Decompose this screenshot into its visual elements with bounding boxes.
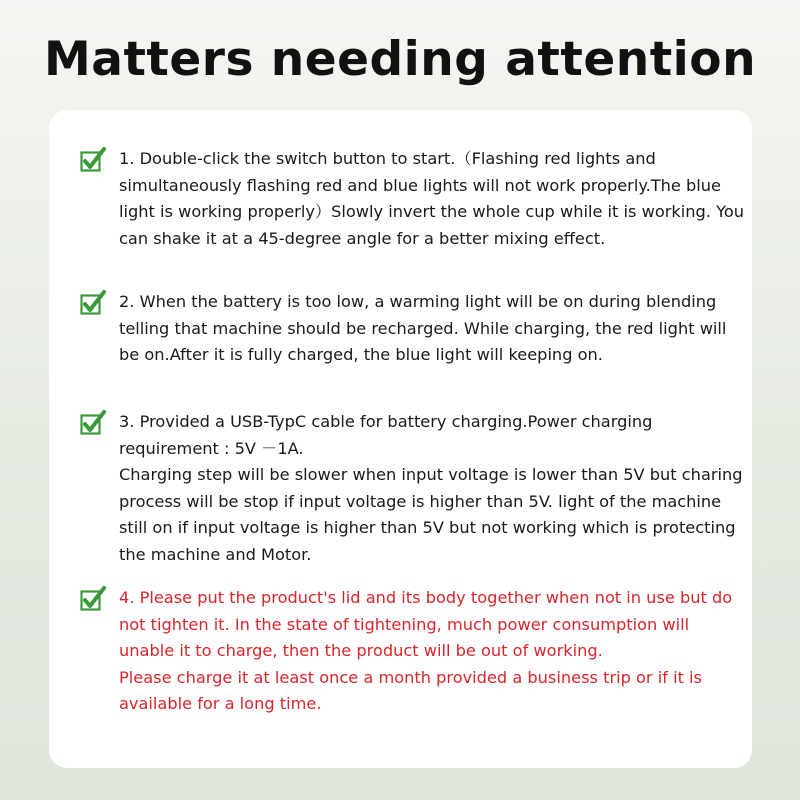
item-paragraph: Charging step will be slower when input voltage is lower than 5V but charing process will be stop if input voltage is higher than 5V. light of the machine still on if input voltage is higher than 5V but not working which is protecting the machine and Motor. bbox=[119, 465, 743, 564]
checkbox-checked-icon bbox=[79, 585, 107, 613]
item-paragraph: 2. When the battery is too low, a warming light will be on during blending telling that machine should be recharged. While charging, the red light will be on.After it is fully charged, the blue light will keeping on. bbox=[119, 292, 727, 364]
item-paragraph: 1. Double-click the switch button to start.（Flashing red lights and simultaneously flashing red and blue lights will not work properly.The blue light is working properly）Slowly invert the whole cup while it is working. You can shake it at a 45-degree angle for a better mixing effect. bbox=[119, 149, 745, 248]
checkbox-checked-icon bbox=[79, 146, 107, 174]
item-paragraph: 4. Please put the product's lid and its body together when not in use but do not tighten it. In the state of tightening, much power consumption will unable it to charge, then the product will be out of working. bbox=[119, 588, 733, 660]
warning-text bbox=[119, 585, 749, 718]
item-paragraph: Please charge it at least once a month provided a business trip or if it is available for a long time. bbox=[119, 667, 702, 713]
page-title: Matters needing attention bbox=[43, 32, 757, 87]
item-text bbox=[119, 409, 749, 568]
checkbox-checked-icon bbox=[79, 409, 107, 437]
item-text bbox=[119, 289, 749, 369]
attention-card bbox=[49, 110, 752, 768]
item-text bbox=[119, 146, 749, 252]
checkbox-checked-icon bbox=[79, 289, 107, 317]
item-paragraph: 3. Provided a USB-TypC cable for battery charging.Power charging requirement : 5V －1A. bbox=[119, 412, 653, 458]
